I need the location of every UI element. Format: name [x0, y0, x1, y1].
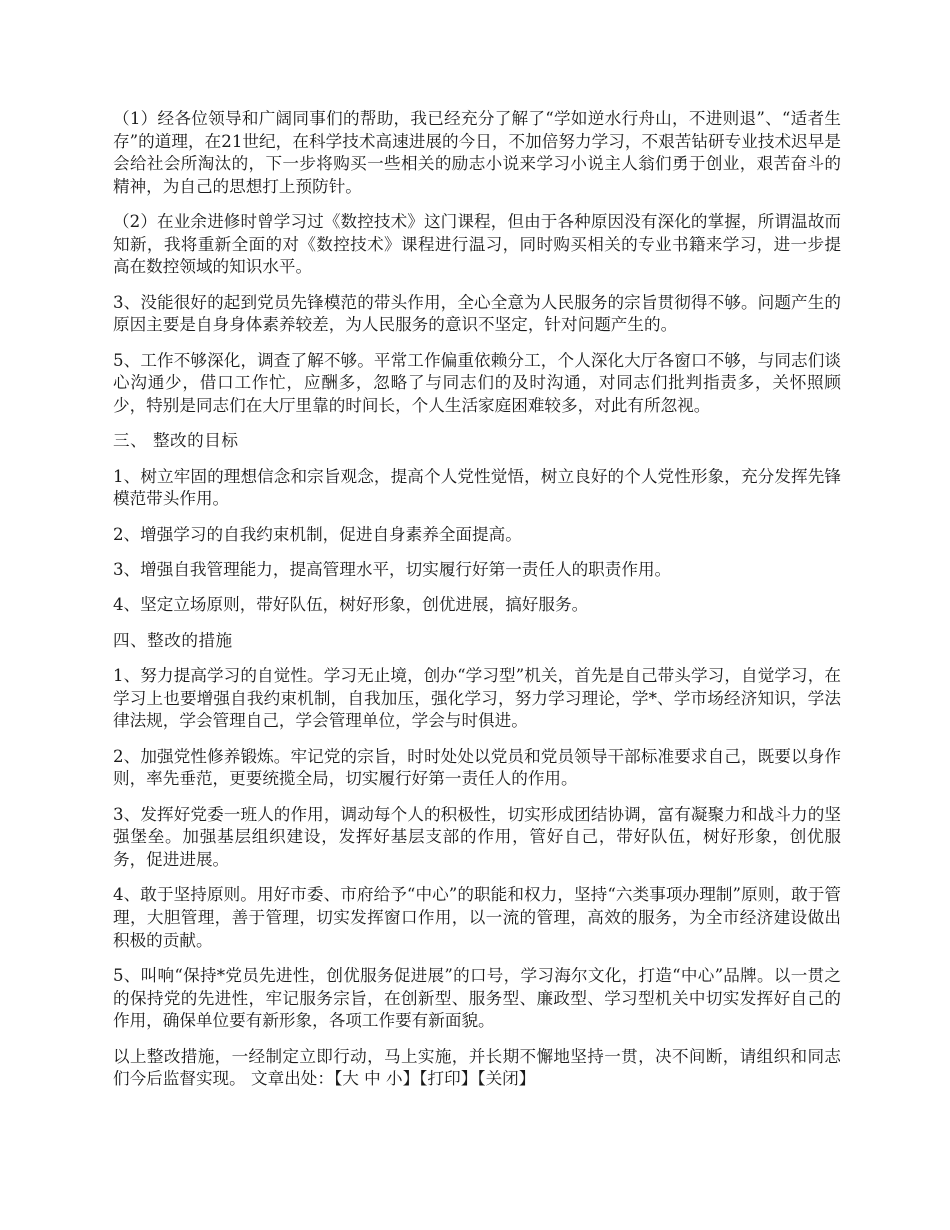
paragraph-3: 3、没能很好的起到党员先锋模范的带头作用，全心全意为人民服务的宗旨贯彻得不够。问题产生的原因主要是自身身体素养较差，为人民服务的意识不坚定，针对问题产生的。	[113, 292, 841, 335]
measure-item-5: 5、叫响“保持*党员先进性，创优服务促进展”的口号，学习海尔文化，打造“中心”品牌。以一贯之的保持党的先进性，牢记服务宗旨，在创新型、服务型、廉政型、学习型机关中切实发挥好自己的作用，确保单位要有新形象，各项工作要有新面貌。	[113, 965, 841, 1031]
goal-item-3: 3、增强自我管理能力，提高管理水平，切实履行好第一责任人的职责作用。	[113, 560, 672, 580]
paragraph-1: （1）经各位领导和广阔同事们的帮助，我已经充分了解了“学如逆水行舟山，不进则退”、“适者生存”的道理，在21世纪，在科学技术高速进展的今日，不加倍努力学习，不艰苦钻研专业技术迟早是会给社会所淘汰的，下一步将购买一些相关的励志小说来学习小说主人翁们勇于创业，艰苦奋斗的精神，为自己的思想打上预防针。	[113, 109, 841, 196]
measure-item-3: 3、发挥好党委一班人的作用，调动每个人的积极性，切实形成团结协调，富有凝聚力和战斗力的坚强堡垒。加强基层组织建设，发挥好基层支部的作用，管好自己，带好队伍，树好形象，创优服务，促进进展。	[113, 804, 841, 869]
font-size-link[interactable]: 【大 中 小】	[334, 1069, 420, 1089]
paragraph-5: 5、工作不够深化，调查了解不够。平常工作偏重依赖分工，个人深化大厅各窗口不够，与同志们谈心沟通少，借口工作忙，应酬多，忽略了与同志们的及时沟通，对同志们批判指责多，关怀照顾少，特别是同志们在大厅里靠的时间长，个人生活家庭困难较多，对此有所忽视。	[113, 350, 841, 415]
closing-text: 以上整改措施，一经制定立即行动，马上实施，并长期不懈地坚持一贯，决不间断，请组织和同志们今后监督实现。 文章出处：	[113, 1046, 841, 1089]
close-link[interactable]: 【关闭】	[477, 1069, 536, 1089]
measure-item-4: 4、敢于坚持原则。用好市委、市府给予“中心”的职能和权力，坚持“六类事项办理制”原则，敢于管理，大胆管理，善于管理，切实发挥窗口作用，以一流的管理，高效的服务，为全市经济建设做出积极的贡献。	[113, 885, 841, 950]
section-heading-measures: 四、整改的措施	[113, 630, 233, 650]
goal-item-1: 1、树立牢固的理想信念和宗旨观念，提高个人党性觉悟，树立良好的个人党性形象，充分发挥先锋模范带头作用。	[113, 466, 841, 509]
measure-item-1: 1、努力提高学习的自觉性。学习无止境，创办“学习型”机关，首先是自己带头学习，自觉学习，在学习上也要增强自我约束机制，自我加压，强化学习，努力学习理论，学*、学市场经济知识，学法律法规，学会管理自己，学会管理单位，学会与时俱进。	[113, 666, 841, 731]
goal-item-2: 2、增强学习的自我约束机制，促进自身素养全面提高。	[113, 524, 522, 544]
article-body	[113, 108, 841, 1104]
paragraph-2: （2）在业余进修时曾学习过《数控技术》这门课程，但由于各种原因没有深化的掌握，所谓温故而知新，我将重新全面的对《数控技术》课程进行温习，同时购买相关的专业书籍来学习，进一步提高在数控领域的知识水平。	[113, 212, 841, 277]
goal-item-4: 4、坚定立场原则，带好队伍，树好形象，创优进展，搞好服务。	[113, 595, 589, 615]
measure-item-2: 2、加强党性修养锻炼。牢记党的宗旨，时时处处以党员和党员领导干部标准要求自己，既要以身作则，率先垂范，更要统揽全局，切实履行好第一责任人的作用。	[113, 746, 841, 789]
print-link[interactable]: 【打印】	[419, 1069, 478, 1089]
section-heading-goals: 三、 整改的目标	[113, 431, 239, 451]
closing-paragraph	[113, 1046, 841, 1091]
